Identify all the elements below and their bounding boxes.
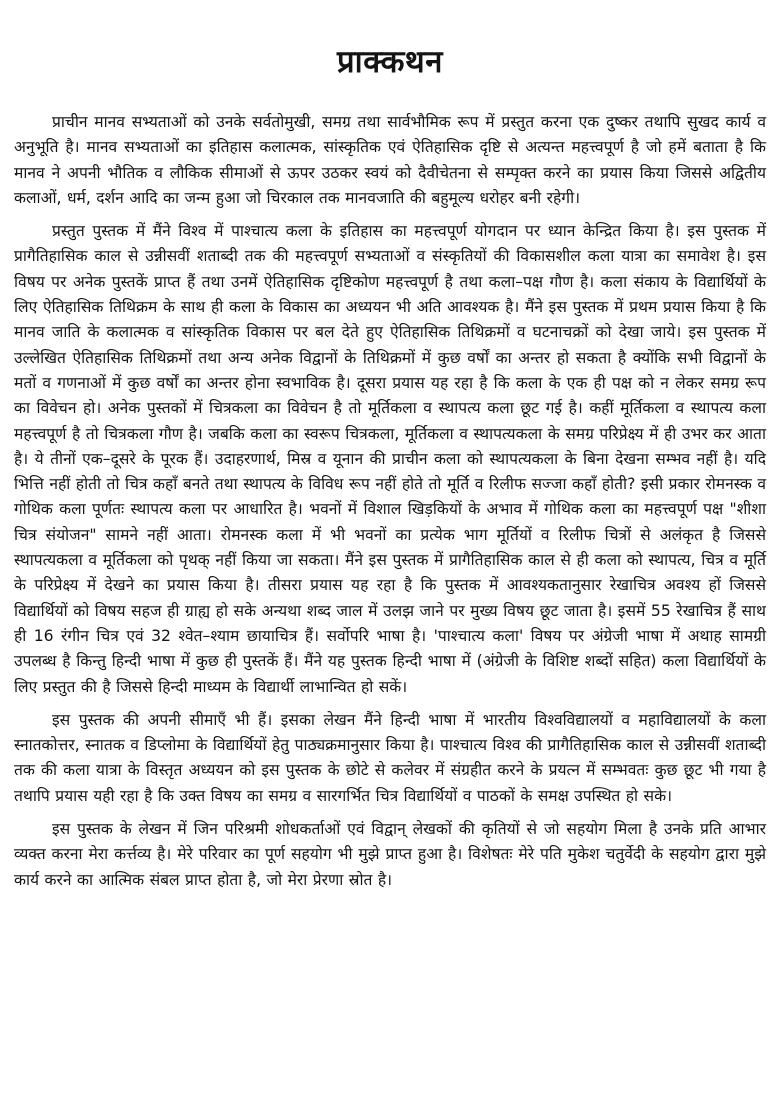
- paragraph-4: इस पुस्तक के लेखन में जिन परिश्रमी शोधकर्ताओं एवं विद्वान् लेखकों की कृतियों से जो सहयोग मिला है उनके प्रति आभार व्यक्त करना मेरा कर्त्तव्य है। मेरे परिवार का पूर्ण सहयोग भी मुझे प्राप्त हुआ है। विशेषतः मेरे पति मुकेश चतुर्वेदी के सहयोग द्वारा मुझे कार्य करने का आत्मिक संबल प्राप्त होता है, जो मेरा प्रेरणा स्रोत है।: [14, 820, 766, 889]
- page-title: प्राक्कथन: [337, 44, 443, 80]
- paragraph-3: इस पुस्तक की अपनी सीमाएँ भी हैं। इसका लेखन मैंने हिन्दी भाषा में भारतीय विश्वविद्यालयों व महाविद्यालयों के कला स्नातकोत्तर, स्नातक व डिप्लोमा के विद्यार्थियों हेतु पाठ्यक्रमानुसार किया है। पाश्चात्य विश्व की प्रागैतिहासिक काल से उन्नीसवीं शताब्दी तक की कला यात्रा के विस्तृत अध्ययन को इस पुस्तक के छोटे से कलेवर में संग्रहीत करने के प्रयत्न में सम्भवतः कुछ छूट भी गया है तथापि प्रयास यही रहा है कि उक्त विषय का समग्र व सारगर्भित चित्र विद्यार्थियों व पाठकों के समक्ष उपस्थित हो सके।: [14, 710, 766, 805]
- body-text: [14, 110, 766, 893]
- paragraph-2: प्रस्तुत पुस्तक में मैंने विश्व में पाश्चात्य कला के इतिहास का महत्त्वपूर्ण योगदान पर ध्यान केन्द्रित किया है। इस पुस्तक में प्रागैतिहासिक काल से उन्नीसवीं शताब्दी तक की महत्त्वपूर्ण सभ्यताओं व संस्कृतियों की विकासशील कला यात्रा का समावेश है। इस विषय पर अनेक पुस्तकें प्राप्त हैं तथा उनमें ऐतिहासिक दृष्टिकोण महत्त्वपूर्ण है तथा कला–पक्ष गौण है। कला संकाय के विद्यार्थियों के लिए ऐतिहासिक तिथिक्रम के साथ ही कला के विकास का अध्ययन भी अति आवश्यक है। मैंने इस पुस्तक में प्रथम प्रयास किया है कि मानव जाति के कलात्मक व सांस्कृतिक विकास पर बल देते हुए ऐतिहासिक तिथिक्रमों व घटनाचक्रों को देखा जाये। इस पुस्तक में उल्लेखित ऐतिहासिक तिथिक्रमों तथा अन्य अनेक विद्वानों के तिथिक्रमों में कुछ वर्षों का अन्तर हो सकता है क्योंकि सभी विद्वानों के मतों व गणनाओं में कुछ वर्षों का अन्तर होना स्वभाविक है। दूसरा प्रयास यह रहा है कि कला के एक ही पक्ष को न लेकर समग्र रूप का विवेचन हो। अनेक पुस्तकों में चित्रकला का विवेचन है तो मूर्तिकला व स्थापत्य कला छूट गई है। कहीं मूर्तिकला व स्थापत्य कला महत्त्वपूर्ण है तो चित्रकला गौण है। जबकि कला का स्वरूप चित्रकला, मूर्तिकला व स्थापत्यकला के समग्र परिप्रेक्ष्य में ही उभर कर आता है। ये तीनों एक–दूसरे के पूरक हैं। उदाहरणार्थ, मिस्र व यूनान की प्राचीन कला को स्थापत्यकला के बिना देखना सम्भव नहीं है। यदि भित्ति नहीं होती तो चित्र कहाँ बनते तथा स्थापत्य के विविध रूप नहीं होते तो मूर्ति व रिलीफ सज्जा कहाँ होती? इसी प्रकार रोमनस्क व गोथिक कला पूर्णतः स्थापत्य कला पर आधारित है। भवनों में विशाल खिड़कियों के अभाव में गोथिक कला का महत्त्वपूर्ण पक्ष "शीशा चित्र संयोजन" सामने नहीं आता। रोमनस्क कला में भी भवनों का प्रत्येक भाग मूर्तियों व रिलीफ चित्रों से अलंकृत है जिससे स्थापत्यकला व मूर्तिकला को पृथक् नहीं किया जा सकता। मैंने इस पुस्तक में प्रागैतिहासिक काल से ही कला को स्थापत्य, चित्र व मूर्ति के परिप्रेक्ष्य में देखने का प्रयास किया है। तीसरा प्रयास यह रहा है कि पुस्तक में आवश्यकतानुसार रेखाचित्र अवश्य हों जिससे विद्यार्थियों को विषय सहज ही ग्राह्य हो सके अन्यथा शब्द जाल में उलझ जाने पर मुख्य विषय छूट जाता है। इसमें 55 रेखाचित्र हैं साथ ही 16 रंगीन चित्र एवं 32 श्वेत–श्याम छायाचित्र हैं। सर्वोपरि भाषा है। 'पाश्चात्य कला' विषय पर अंग्रेजी भाषा में अथाह सामग्री उपलब्ध है किन्तु हिन्दी भाषा में कुछ ही पुस्तकें हैं। मैंने यह पुस्तक हिन्दी भाषा में (अंग्रेजी के विशिष्ट शब्दों सहित) कला विद्यार्थियों के लिए प्रस्तुत की है जिससे हिन्दी माध्यम के विद्यार्थी लाभान्वित हो सकें।: [14, 222, 766, 696]
- paragraph-1: प्राचीन मानव सभ्यताओं को उनके सर्वतोमुखी, समग्र तथा सार्वभौमिक रूप में प्रस्तुत करना एक दुष्कर तथापि सुखद कार्य व अनुभूति है। मानव सभ्यताओं का इतिहास कलात्मक, सांस्कृतिक एवं ऐतिहासिक दृष्टि से अत्यन्त महत्त्वपूर्ण है जो हमें बताता है कि मानव ने अपनी भौतिक व लौकिक सीमाओं से ऊपर उठकर स्वयं को दैवीचेतना से सम्पृक्त करने का प्रयास किया जिससे अद्वितीय कलाओं, धर्म, दर्शन आदि का जन्म हुआ जो चिरकाल तक मानवजाति की बहुमूल्य धरोहर बनी रहेगी।: [14, 113, 766, 207]
